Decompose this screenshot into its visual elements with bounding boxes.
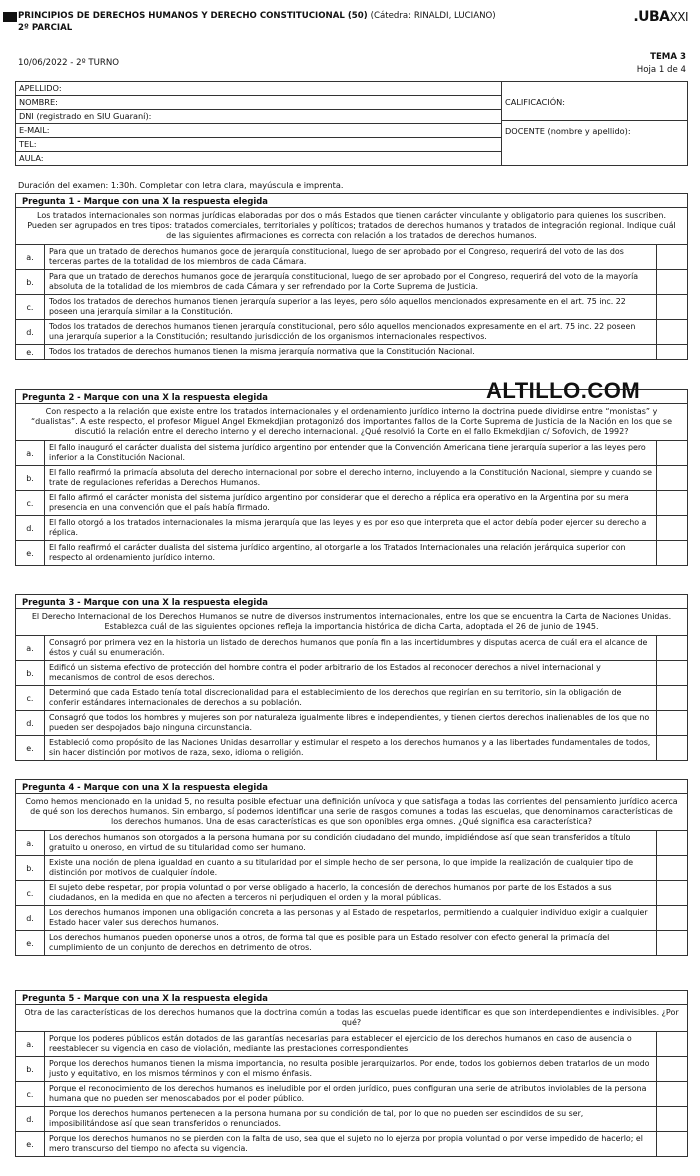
answer-checkbox[interactable] <box>657 831 687 855</box>
logo-suffix: XXI <box>669 10 688 24</box>
option-text: El sujeto debe respetar, por propia voluntad o por verse obligado a hacerlo, la concesión de derechos humanos por parte de los Estados a sus ciudadanos, en la medida en que no afecten a terceros ni perjudiquen el orden y la moral públicas. <box>45 881 657 905</box>
field-email[interactable]: E-MAIL: <box>16 124 501 138</box>
answer-checkbox[interactable] <box>657 1032 687 1056</box>
option-text: Determinó que cada Estado tenía total discrecionalidad para el establecimiento de los derechos que regirían en su territorio, sin la obligación de conferir estándares internacionales de derechos a su población. <box>45 686 657 710</box>
option-letter: a. <box>16 245 45 269</box>
course-name: PRINCIPIOS DE DERECHOS HUMANOS Y DERECHO CONSTITUCIONAL (50) <box>18 11 368 21</box>
option-letter: e. <box>16 345 45 359</box>
answer-option <box>16 1082 687 1107</box>
answer-option <box>16 1032 687 1057</box>
course-title <box>18 11 496 21</box>
option-letter: b. <box>16 270 45 294</box>
field-dni[interactable]: DNI (registrado en SIU Guaraní): <box>16 110 501 124</box>
option-text: Los derechos humanos pueden oponerse unos a otros, de forma tal que es posible para un Estado resolver con efecto general la primacía del cumplimiento de un conjunto de derechos en detrimento de otros. <box>45 931 657 955</box>
answer-option <box>16 1107 687 1132</box>
question-header: Pregunta 5 - Marque con una X la respuesta elegida <box>16 991 687 1005</box>
option-text: Todos los tratados de derechos humanos tienen jerarquía superior a las leyes, pero sólo aquellos mencionados expresamente en el art. 75 inc. 22 poseen una jerarquía similar a la Constitución. <box>45 295 657 319</box>
option-letter: a. <box>16 831 45 855</box>
field-calificacion[interactable]: CALIFICACIÓN: <box>505 97 566 107</box>
student-fields <box>16 82 502 165</box>
question-header: Pregunta 2 - Marque con una X la respuesta elegida <box>16 390 687 404</box>
option-text: El fallo otorgó a los tratados internacionales la misma jerarquía que las leyes y es por eso que interpreta que el actor debía poder ejercer su derecho a réplica. <box>45 516 657 540</box>
field-docente[interactable]: DOCENTE (nombre y apellido): <box>505 126 631 136</box>
grading-fields <box>502 82 687 165</box>
field-aula[interactable]: AULA: <box>19 153 44 163</box>
answer-checkbox[interactable] <box>657 270 687 294</box>
option-letter: c. <box>16 295 45 319</box>
answer-option <box>16 931 687 955</box>
field-tel[interactable]: TEL: <box>16 138 501 152</box>
answer-option <box>16 516 687 541</box>
answer-checkbox[interactable] <box>657 661 687 685</box>
answer-checkbox[interactable] <box>657 636 687 660</box>
watermark: ALTILLO.COM <box>486 378 641 403</box>
answer-option <box>16 295 687 320</box>
option-letter: b. <box>16 1057 45 1081</box>
option-letter: a. <box>16 1032 45 1056</box>
answer-checkbox[interactable] <box>657 345 687 359</box>
option-text: Para que un tratado de derechos humanos goce de jerarquía constitucional, luego de ser aprobado por el Congreso, requerirá del voto de la mayoría absoluta de la totalidad de los miembros de cada Cámara y ser refrendado por la Corte Suprema de Justicia. <box>45 270 657 294</box>
uba-logo <box>633 9 688 25</box>
answer-option <box>16 491 687 516</box>
answer-option <box>16 636 687 661</box>
option-text: El fallo inauguró el carácter dualista del sistema jurídico argentino por entender que la Convención Americana tiene jerarquía superior a las leyes pero inferior a la Constitución Nacional. <box>45 441 657 465</box>
option-letter: c. <box>16 491 45 515</box>
option-text: Porque los poderes públicos están dotados de las garantías necesarias para establecer el ejercicio de los derechos humanos en caso de ausencia o reestablecer su vigencia en caso de violación, mediante las prestaciones correspondientes <box>45 1032 657 1056</box>
answer-checkbox[interactable] <box>657 320 687 344</box>
question-stem: Los tratados internacionales son normas jurídicas elaboradas por dos o más Estados que tienen carácter vinculante y obligatorio para quienes los suscriben. Pueden ser agrupados en tres tipos: tratados comerciales, territoriales y políticos; tratados de derechos humanos y tratados de integración regional. Indique cuál de las siguientes afirmaciones es correcta con relación a los tratados de derechos humanos. <box>16 208 687 245</box>
answer-option <box>16 1057 687 1082</box>
option-text: Porque los derechos humanos pertenecen a la persona humana por su condición de tal, por lo que no pueden ser escindidos de su ser, imposibilitándose así que sean transferidos o renunciados. <box>45 1107 657 1131</box>
option-text: El fallo reafirmó la primacía absoluta del derecho internacional por sobre el derecho interno, incluyendo a la Constitución Nacional, siempre y cuando se trate de regulaciones referidas a Derechos Humanos. <box>45 466 657 490</box>
question-header: Pregunta 4 - Marque con una X la respuesta elegida <box>16 780 687 794</box>
option-letter: d. <box>16 320 45 344</box>
answer-option <box>16 541 687 565</box>
option-letter: c. <box>16 1082 45 1106</box>
logo-main: .UBA <box>633 9 670 25</box>
answer-option <box>16 686 687 711</box>
option-letter: e. <box>16 736 45 760</box>
answer-option <box>16 1132 687 1156</box>
option-text: Para que un tratado de derechos humanos goce de jerarquía constitucional, luego de ser aprobado por el Congreso, requerirá del voto de las dos terceras partes de la totalidad de los miembros de cada Cámara. <box>45 245 657 269</box>
answer-option <box>16 736 687 760</box>
answer-checkbox[interactable] <box>657 1057 687 1081</box>
answer-option <box>16 245 687 270</box>
question-header: Pregunta 3 - Marque con una X la respuesta elegida <box>16 595 687 609</box>
answer-option <box>16 466 687 491</box>
question-stem: Como hemos mencionado en la unidad 5, no resulta posible efectuar una definición unívoca y que satisfaga a todas las corrientes del pensamiento jurídico acerca de qué son los derechos humanos. Sin embargo, sí podemos identificar una serie de rasgos comunes a todas las escuelas, que denominamos características de los derechos humanos. Una de esas características es que son oponibles erga omnes. ¿Qué significa esa característica? <box>16 794 687 831</box>
question-2 <box>15 389 688 566</box>
option-text: El fallo afirmó el carácter monista del sistema jurídico argentino por considerar que el derecho a réplica era operativo en la Argentina por su mera presencia en una convención que el país había firmado. <box>45 491 657 515</box>
answer-option <box>16 881 687 906</box>
answer-checkbox[interactable] <box>657 1082 687 1106</box>
answer-checkbox[interactable] <box>657 466 687 490</box>
answer-checkbox[interactable] <box>657 736 687 760</box>
option-letter: b. <box>16 466 45 490</box>
answer-option <box>16 345 687 359</box>
exam-duration-note: Duración del examen: 1:30h. Completar con letra clara, mayúscula e imprenta. <box>18 180 344 190</box>
answer-option <box>16 441 687 466</box>
answer-option <box>16 856 687 881</box>
student-info-table <box>15 81 688 166</box>
option-text: Porque los derechos humanos tienen la misma importancia, no resulta posible jerarquizarlos. Por ende, todos los gobiernos deben tratarlos de un modo justo y equitativo, en los mismos términos y con el mismo énfasis. <box>45 1057 657 1081</box>
option-text: Existe una noción de plena igualdad en cuanto a su titularidad por el simple hecho de ser persona, lo que impide la realización de cualquier tipo de distinción por motivos de cualquier índole. <box>45 856 657 880</box>
answer-checkbox[interactable] <box>657 295 687 319</box>
redaction-block <box>3 12 17 22</box>
answer-checkbox[interactable] <box>657 491 687 515</box>
parcial-label: 2º PARCIAL <box>18 23 73 33</box>
option-text: El fallo reafirmó el carácter dualista del sistema jurídico argentino, al otorgarle a los Tratados Internacionales una relación jerárquica superior con respecto al ordenamiento jurídico interno. <box>45 541 657 565</box>
option-letter: e. <box>16 1132 45 1156</box>
question-stem: Con respecto a la relación que existe entre los tratados internacionales y el ordenamiento jurídico interno la doctrina puede dividirse entre “monistas” y “dualistas”. A este respecto, el profesor Miguel Angel Ekmekdjian protagonizó dos importantes fallos de la Corte Suprema de Justicia de la Nación en los que se discutió la relación entre el derecho interno y el derecho internacional. ¿Qué resolvió la Corte en el fallo Ekmekdjian c/ Sofovich, de 1992? <box>16 404 687 441</box>
option-letter: c. <box>16 686 45 710</box>
question-5 <box>15 990 688 1157</box>
answer-checkbox[interactable] <box>657 1107 687 1131</box>
option-letter: e. <box>16 541 45 565</box>
tema-label: TEMA 3 <box>650 52 686 62</box>
option-letter: d. <box>16 906 45 930</box>
option-text: Edificó un sistema efectivo de protección del hombre contra el poder arbitrario de los Estados al reconocer derechos a nivel internacional y mecanismos de control de esos derechos. <box>45 661 657 685</box>
answer-checkbox[interactable] <box>657 245 687 269</box>
answer-checkbox[interactable] <box>657 711 687 735</box>
answer-checkbox[interactable] <box>657 541 687 565</box>
option-text: Porque los derechos humanos no se pierden con la falta de uso, sea que el sujeto no lo ejerza por propia voluntad o por verse impedido de hacerlo; el mero transcurso del tiempo no afecta su vigencia. <box>45 1132 657 1156</box>
divider <box>502 120 687 121</box>
option-text: Los derechos humanos imponen una obligación concreta a las personas y al Estado de respetarlos, permitiendo a cualquier individuo exigir a cualquier Estado hacer valer sus derechos humanos. <box>45 906 657 930</box>
option-letter: a. <box>16 636 45 660</box>
answer-checkbox[interactable] <box>657 881 687 905</box>
option-letter: d. <box>16 1107 45 1131</box>
option-text: Porque el reconocimiento de los derechos humanos es ineludible por el orden jurídico, pues configuran una serie de atributos inviolables de la persona humana que no pueden ser menoscabados por el poder público. <box>45 1082 657 1106</box>
exam-date: 10/06/2022 - 2º TURNO <box>18 58 120 68</box>
option-text: Estableció como propósito de las Naciones Unidas desarrollar y estimular el respeto a los derechos humanos y a las libertades fundamentales de todos, sin hacer distinción por motivos de raza, sexo, idioma o religión. <box>45 736 657 760</box>
answer-checkbox[interactable] <box>657 686 687 710</box>
option-letter: c. <box>16 881 45 905</box>
answer-checkbox[interactable] <box>657 906 687 930</box>
answer-checkbox[interactable] <box>657 441 687 465</box>
question-stem: El Derecho Internacional de los Derechos Humanos se nutre de diversos instrumentos internacionales, entre los que se encuentra la Carta de Naciones Unidas. Establezca cuál de las siguientes opciones refleja la importancia histórica de dicha Carta, adoptada el 26 de junio de 1945. <box>16 609 687 636</box>
catedra: (Cátedra: RINALDI, LUCIANO) <box>370 11 496 21</box>
answer-checkbox[interactable] <box>657 856 687 880</box>
answer-option <box>16 270 687 295</box>
question-header: Pregunta 1 - Marque con una X la respuesta elegida <box>16 194 687 208</box>
question-3 <box>15 594 688 761</box>
field-apellido[interactable]: APELLIDO: <box>16 82 501 96</box>
option-letter: b. <box>16 856 45 880</box>
option-text: Todos los tratados de derechos humanos tienen la misma jerarquía normativa que la Constitución Nacional. <box>45 345 657 359</box>
option-text: Todos los tratados de derechos humanos tienen jerarquía constitucional, pero sólo aquellos mencionados expresamente en el art. 75 inc. 22 poseen una jerarquía superior a la Constitución; resultando jurisdicción de los organismos internacionales respectivos. <box>45 320 657 344</box>
option-text: Consagró que todos los hombres y mujeres son por naturaleza igualmente libres e independientes, y tienen ciertos derechos inalienables de los que no pueden ser despojados bajo ninguna circunstancia. <box>45 711 657 735</box>
option-letter: d. <box>16 711 45 735</box>
option-letter: d. <box>16 516 45 540</box>
page-indicator: Hoja 1 de 4 <box>636 65 686 75</box>
answer-checkbox[interactable] <box>657 516 687 540</box>
option-text: Consagró por primera vez en la historia un listado de derechos humanos que ponía fin a las incertidumbres y disputas acerca de cuál era el alcance de éstos y cuál su enumeración. <box>45 636 657 660</box>
answer-option <box>16 711 687 736</box>
option-text: Los derechos humanos son otorgados a la persona humana por su condición ciudadano del mundo, impidiéndose así que sean transferidos a título gratuito u oneroso, en virtud de su titularidad como ser humano. <box>45 831 657 855</box>
answer-checkbox[interactable] <box>657 1132 687 1156</box>
option-letter: b. <box>16 661 45 685</box>
option-letter: e. <box>16 931 45 955</box>
question-stem: Otra de las características de los derechos humanos que la doctrina común a todas las escuelas puede identificar es que son interdependientes e indivisibles. ¿Por qué? <box>16 1005 687 1032</box>
answer-option <box>16 906 687 931</box>
field-nombre[interactable]: NOMBRE: <box>16 96 501 110</box>
answer-option <box>16 661 687 686</box>
question-4 <box>15 779 688 956</box>
answer-option <box>16 320 687 345</box>
answer-checkbox[interactable] <box>657 931 687 955</box>
question-1 <box>15 193 688 360</box>
answer-option <box>16 831 687 856</box>
option-letter: a. <box>16 441 45 465</box>
